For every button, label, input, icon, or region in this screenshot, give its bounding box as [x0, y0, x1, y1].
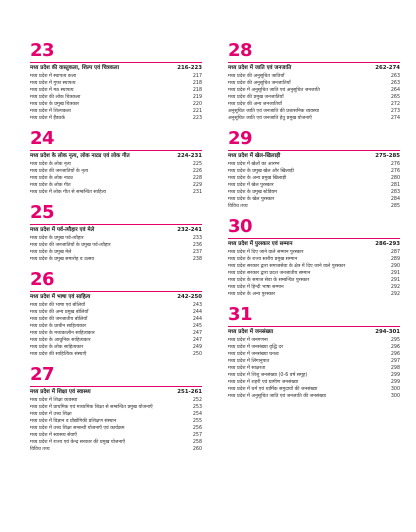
toc-entry-title: मध्य प्रदेश में स्वास्थ्य सेवाएँ: [30, 433, 77, 438]
chapter-number: 29: [228, 128, 253, 149]
toc-entry-page: 292: [390, 292, 400, 297]
toc-right-column: [228, 42, 400, 461]
toc-entry-title: मध्य प्रदेश की भाषा एवं बोलियाँ: [30, 303, 85, 308]
chapter-heading: [30, 150, 202, 160]
toc-entry: [30, 80, 202, 87]
toc-entry-title: मध्य प्रदेश में जनसंख्या वृद्धि दर: [228, 345, 284, 350]
toc-entry-title: मध्य प्रदेश की लोक चित्रकला: [30, 95, 81, 100]
toc-entry: [228, 168, 400, 175]
toc-entry: [30, 351, 202, 358]
toc-entry: [30, 235, 202, 242]
toc-entry-title: मध्य प्रदेश सरकार द्वारा समाजसेवा के क्षेत्र में दिए जाने वाले पुरस्कार: [228, 264, 346, 269]
toc-entry: [30, 168, 202, 175]
toc-entry: [228, 80, 400, 87]
toc-entry-title: मध्य प्रदेश में अनुसूचित जाति एवं अनुसूचित जनजाति: [228, 88, 320, 93]
toc-entry-page: 225: [192, 162, 202, 167]
toc-entry: [228, 379, 400, 386]
toc-entry-page: 264: [390, 88, 400, 93]
toc-entry-page: 238: [192, 257, 202, 262]
toc-entry-page: 291: [390, 278, 400, 283]
toc-entry-page: 247: [192, 331, 202, 336]
toc-entry: [228, 94, 400, 101]
toc-entry: [30, 101, 202, 108]
toc-entry-page: 220: [192, 102, 202, 107]
toc-entry: [30, 108, 202, 115]
toc-entry-page: 263: [390, 81, 400, 86]
toc-entry-page: 245: [192, 324, 202, 329]
toc-entry-title: मध्य प्रदेश के लोक नृत्य: [30, 162, 71, 167]
chapter-number: 23: [30, 40, 55, 61]
toc-entry-title: विविध तथ्य: [30, 447, 50, 452]
chapter-number: 31: [228, 304, 253, 325]
toc-entry: [228, 365, 400, 372]
chapter-number: 24: [30, 128, 55, 149]
toc-entry-title: मध्य प्रदेश में धर्म एवं धार्मिक समुदायों की जनसंख्या: [228, 387, 318, 392]
toc-entry-title: मध्य प्रदेश में खेलों का आरम्भ: [228, 162, 280, 167]
toc-entry-title: मध्य प्रदेश के समाज सेवा के सम्बन्धित पुरस्कार: [228, 278, 310, 283]
toc-entry-title: मध्य प्रदेश की साहित्यिक संस्थाएँ: [30, 352, 87, 357]
toc-entry: [228, 263, 400, 270]
toc-entry-title: मध्य प्रदेश की जनजातीय बोलियाँ: [30, 317, 88, 322]
chapter-page-range: 294-301: [375, 329, 400, 335]
toc-entry: [30, 242, 202, 249]
toc-entry: [30, 189, 202, 196]
toc-entry-title: मध्य प्रदेश के प्रमुख मेले: [30, 250, 72, 255]
toc-entry-page: 276: [390, 169, 400, 174]
chapter-number: 30: [228, 216, 253, 237]
toc-entry-page: 287: [390, 250, 400, 255]
toc-entry-title: मध्य प्रदेश में शिशु जनसंख्या (0-6 वर्ष समूह): [228, 373, 308, 378]
chapter-page-range: 275-285: [375, 153, 400, 159]
toc-entry-title: मध्य प्रदेश की अन्य प्रमुख बोलियाँ: [30, 310, 89, 315]
toc-entry-page: 231: [192, 190, 202, 195]
toc-entry-page: 284: [390, 197, 400, 202]
chapter-page-range: 286-293: [375, 241, 400, 247]
toc-entry: [228, 393, 400, 400]
toc-entry: [228, 284, 400, 291]
toc-entry-title: मध्य प्रदेश के प्रमुख स्टेडियम: [228, 190, 278, 195]
toc-entry-title: मध्य प्रदेश में शिक्षा व्यवस्था: [30, 398, 78, 403]
toc-entry-page: 229: [192, 183, 202, 188]
chapter-page-range: 242-250: [177, 294, 202, 300]
toc-entry-page: 300: [390, 394, 400, 399]
toc-entry: [30, 344, 202, 351]
toc-entry: [228, 291, 400, 298]
toc-entry-page: 265: [390, 95, 400, 100]
toc-entry: [30, 411, 202, 418]
toc-entry-page: 219: [192, 95, 202, 100]
toc-entry-title: मध्य प्रदेश में प्राथमिक एवं माध्यमिक शिक्षा से सम्बन्धित प्रमुख योजनाएँ: [30, 405, 153, 410]
toc-entry: [228, 337, 400, 344]
toc-entry-title: मध्य प्रदेश में दिए जाने वाले सम्मान पुरस्कार: [228, 250, 304, 255]
toc-entry-page: 243: [192, 303, 202, 308]
toc-entry-title: मध्य प्रदेश में जनगणना: [228, 338, 268, 343]
toc-entry: [30, 161, 202, 168]
toc-entry-page: 228: [192, 176, 202, 181]
toc-entry-title: मध्य प्रदेश के अन्य प्रमुख खिलाड़ी: [228, 176, 287, 181]
toc-entry-title: मध्य प्रदेश में स्थापत्य कला: [30, 74, 77, 79]
toc-entry-title: मध्य प्रदेश में विज्ञान व प्रौद्योगिकी प्रशिक्षण संस्थान: [30, 419, 117, 424]
toc-entry: [30, 115, 202, 122]
toc-entry: [228, 344, 400, 351]
toc-entry-page: 249: [192, 345, 202, 350]
toc-entry: [228, 108, 400, 115]
chapter-block: [228, 130, 400, 210]
toc-entry-title: मध्य प्रदेश में अनुसूचित जाति एवं जनजाति की जनसंख्या: [228, 394, 326, 399]
chapter-heading: [30, 224, 202, 234]
toc-entry-title: मध्य प्रदेश में साक्षरता: [228, 366, 266, 371]
chapter-title: मध्य प्रदेश में खेल-खिलाड़ी: [228, 153, 281, 159]
chapter-page-range: 232-241: [177, 227, 202, 233]
toc-entry-title: मध्य प्रदेश में खेल पुरस्कार: [228, 183, 274, 188]
toc-entry: [30, 87, 202, 94]
toc-entry-page: 280: [390, 176, 400, 181]
chapter-block: [30, 130, 202, 196]
toc-entry-title: मध्य प्रदेश की अनुसूचित जनजातियाँ: [228, 81, 291, 86]
toc-entry-page: 244: [192, 310, 202, 315]
toc-entry: [30, 316, 202, 323]
toc-entry: [228, 358, 400, 365]
toc-entry: [30, 309, 202, 316]
toc-entry-title: मध्य प्रदेश में उच्च शिक्षा सम्बन्धी योजनाएँ एवं कार्यक्रम: [30, 426, 125, 431]
toc-entry-page: 233: [192, 236, 202, 241]
toc-entry-page: 218: [192, 81, 202, 86]
chapter-page-range: 262-274: [375, 65, 400, 71]
toc-entry: [30, 432, 202, 439]
toc-entry: [228, 101, 400, 108]
toc-entry-title: मध्य प्रदेश के प्रमुख चित्रकार: [30, 102, 80, 107]
toc-entry-page: 256: [192, 426, 202, 431]
toc-entry-page: 292: [390, 285, 400, 290]
toc-entry-title: मध्य प्रदेश के राज्य स्तरीय प्रमुख सम्मान: [228, 257, 298, 262]
toc-entry-page: 297: [390, 359, 400, 364]
toc-entry-title: मध्य प्रदेश के लोक गीत: [30, 183, 71, 188]
toc-entry-page: 295: [390, 338, 400, 343]
toc-left-column: [30, 42, 202, 461]
chapter-number: 28: [228, 40, 253, 61]
chapter-block: [228, 218, 400, 298]
chapter-heading: [30, 291, 202, 301]
toc-entry-title: मध्य प्रदेश की अनुसूचित जातियाँ: [228, 74, 285, 79]
toc-entry-page: 258: [192, 440, 202, 445]
toc-entry: [228, 73, 400, 80]
toc-entry-title: मध्य प्रदेश में लिंगानुपात: [228, 359, 270, 364]
chapter-heading: [228, 150, 400, 160]
toc-entry-page: 276: [390, 162, 400, 167]
toc-entry-page: 226: [192, 169, 202, 174]
toc-entry-title: मध्य प्रदेश सरकार द्वारा प्रदत्त जनजातीय सम्मान: [228, 271, 311, 276]
toc-entry-page: 300: [390, 387, 400, 392]
chapter-number: 25: [30, 202, 55, 223]
toc-entry-title: मध्य प्रदेश के प्रमुख पर्व-त्यौहार: [30, 236, 84, 241]
toc-entry-title: मध्य प्रदेश की जनजातियों के प्रमुख पर्व-त्यौहार: [30, 243, 111, 248]
toc-entry-page: 247: [192, 338, 202, 343]
toc-entry-title: मध्य प्रदेश के लोक साहित्यकार: [30, 345, 84, 350]
chapter-heading: [30, 62, 202, 72]
toc-entry-page: 285: [390, 204, 400, 209]
toc-entry-page: 281: [390, 183, 400, 188]
toc-entry-page: 253: [192, 405, 202, 410]
toc-entry: [30, 330, 202, 337]
chapter-title: मध्य प्रदेश में भाषा एवं साहित्य: [30, 294, 91, 300]
toc-entry-page: 254: [192, 412, 202, 417]
toc-entry-page: 291: [390, 271, 400, 276]
chapter-heading: [30, 386, 202, 396]
toc-entry: [30, 397, 202, 404]
toc-entry-title: मध्य प्रदेश में गुफा स्थापत्य: [30, 81, 76, 86]
toc-entry-page: 290: [390, 264, 400, 269]
toc-entry-title: मध्य प्रदेश में उच्च शिक्षा: [30, 412, 72, 417]
toc-entry-page: 236: [192, 243, 202, 248]
chapter-block: [30, 42, 202, 122]
toc-entry-page: 257: [192, 433, 202, 438]
toc-entry: [228, 87, 400, 94]
toc-entry-title: मध्य प्रदेश में राज्य एवं केन्द्र सरकार की प्रमुख योजनाएँ: [30, 440, 126, 445]
toc-entry-page: 273: [390, 109, 400, 114]
toc-entry: [30, 404, 202, 411]
toc-entry-page: 289: [390, 257, 400, 262]
toc-entry: [228, 175, 400, 182]
chapter-heading: [228, 326, 400, 336]
toc-entry-page: 221: [192, 109, 202, 114]
toc-entry-title: मध्य प्रदेश में शिल्पकला: [30, 109, 71, 114]
toc-entry-page: 260: [192, 447, 202, 452]
toc-entry-title: मध्य प्रदेश के प्रमुख समारोह व उत्सव: [30, 257, 95, 262]
toc-entry-title: मध्य प्रदेश के अन्य पुरस्कार: [228, 292, 276, 297]
toc-entry-title: मध्य प्रदेश में मठ स्थापत्य: [30, 88, 74, 93]
toc-entry: [30, 302, 202, 309]
toc-entry-title: मध्य प्रदेश में हैंडवर्क: [30, 116, 65, 121]
toc-entry-title: मध्य प्रदेश के प्राचीन साहित्यकार: [30, 324, 87, 329]
toc-entry-page: 223: [192, 116, 202, 121]
toc-entry-page: 237: [192, 250, 202, 255]
toc-entry-title: मध्य प्रदेश की अन्य जनजातियाँ: [228, 102, 282, 107]
toc-entry: [30, 323, 202, 330]
toc-entry-page: 252: [192, 398, 202, 403]
toc-entry-title: मध्य प्रदेश के खेल पुरस्कार: [228, 197, 275, 202]
toc-entry-page: 250: [192, 352, 202, 357]
toc-entry: [30, 256, 202, 263]
chapter-block: [30, 204, 202, 263]
toc-entry: [30, 73, 202, 80]
toc-entry: [30, 418, 202, 425]
toc-entry: [30, 446, 202, 453]
chapter-title: मध्य प्रदेश में पुरस्कार एवं सम्मान: [228, 241, 293, 247]
toc-entry-title: मध्य प्रदेश के आधुनिक साहित्यकार: [30, 338, 91, 343]
toc-entry-page: 296: [390, 345, 400, 350]
chapter-title: मध्य प्रदेश में जाति एवं जनजाति: [228, 65, 292, 71]
toc-entry: [228, 351, 400, 358]
toc-entry: [228, 270, 400, 277]
toc-entry: [228, 277, 400, 284]
toc-entry: [228, 249, 400, 256]
chapter-page-range: 251-261: [177, 389, 202, 395]
toc-entry-title: विविध तथ्य: [228, 204, 248, 209]
toc-entry-page: 218: [192, 88, 202, 93]
toc-entry-title: मध्य प्रदेश के लोक नाट्य: [30, 176, 73, 181]
toc-entry: [30, 425, 202, 432]
chapter-title: मध्य प्रदेश में जनसंख्या: [228, 329, 274, 335]
toc-entry-title: मध्य प्रदेश के प्रमुख खेल और खिलाड़ी: [228, 169, 294, 174]
toc-entry-page: 263: [390, 74, 400, 79]
toc-entry-page: 298: [390, 366, 400, 371]
toc-entry-title: मध्य प्रदेश में लोक गीत से सम्बन्धित साहित्य: [30, 190, 106, 195]
toc-entry: [30, 249, 202, 256]
toc-entry: [30, 439, 202, 446]
chapter-heading: [228, 62, 400, 72]
toc-entry-page: 244: [192, 317, 202, 322]
toc-entry-title: मध्य प्रदेश की प्रमुख जनजातियाँ: [228, 95, 284, 100]
toc-entry-title: मध्य प्रदेश में हिन्दी भाषा सम्मान: [228, 285, 284, 290]
toc-entry: [30, 94, 202, 101]
toc-entry-title: मध्य प्रदेश के मध्यकालीन साहित्यकार: [30, 331, 95, 336]
chapter-number: 27: [30, 364, 55, 385]
chapter-title: मध्य प्रदेश में शिक्षा एवं स्वास्थ्य: [30, 389, 91, 395]
toc-entry: [228, 189, 400, 196]
toc-entry-title: मध्य प्रदेश में शहरी एवं ग्रामीण जनसंख्या: [228, 380, 299, 385]
toc-entry: [228, 161, 400, 168]
toc-entry-title: मध्य प्रदेश की जनजातियों के नृत्य: [30, 169, 89, 174]
toc-entry: [228, 196, 400, 203]
toc-entry-page: 299: [390, 373, 400, 378]
toc-entry: [228, 372, 400, 379]
toc-entry-page: 296: [390, 352, 400, 357]
chapter-page-range: 216-223: [177, 65, 202, 71]
toc-entry-title: अनुसूचित जाति एवं जनजाति हेतु प्रमुख योजनाएँ: [228, 116, 312, 121]
chapter-title: मध्य प्रदेश की वास्तुकला, शिल्प एवं चित्रकला: [30, 65, 119, 71]
toc-entry-page: 272: [390, 102, 400, 107]
chapter-block: [228, 306, 400, 400]
chapter-title: मध्य प्रदेश के लोक नृत्य, लोक नाट्य एवं लोक गीत: [30, 153, 130, 159]
chapter-block: [30, 366, 202, 453]
toc-entry-page: 299: [390, 380, 400, 385]
toc-entry-page: 274: [390, 116, 400, 121]
toc-entry: [228, 115, 400, 122]
toc-entry-title: मध्य प्रदेश में जनसंख्या घनत्व: [228, 352, 279, 357]
chapter-title: मध्य प्रदेश में पर्व-त्यौहार एवं मेले: [30, 227, 95, 233]
toc-entry: [228, 182, 400, 189]
toc-entry: [228, 256, 400, 263]
chapter-block: [30, 271, 202, 358]
toc-entry: [228, 386, 400, 393]
toc-columns: [30, 42, 400, 461]
toc-entry: [30, 175, 202, 182]
toc-entry-title: अनुसूचित जाति एवं जनजाति की प्रशासनिक व्यवस्था: [228, 109, 319, 114]
toc-entry: [30, 337, 202, 344]
chapter-block: [228, 42, 400, 122]
chapter-page-range: 224-231: [177, 153, 202, 159]
toc-entry-page: 255: [192, 419, 202, 424]
toc-entry-page: 283: [390, 190, 400, 195]
chapter-heading: [228, 238, 400, 248]
chapter-number: 26: [30, 269, 55, 290]
toc-entry: [30, 182, 202, 189]
toc-entry: [228, 203, 400, 210]
toc-entry-page: 217: [192, 74, 202, 79]
